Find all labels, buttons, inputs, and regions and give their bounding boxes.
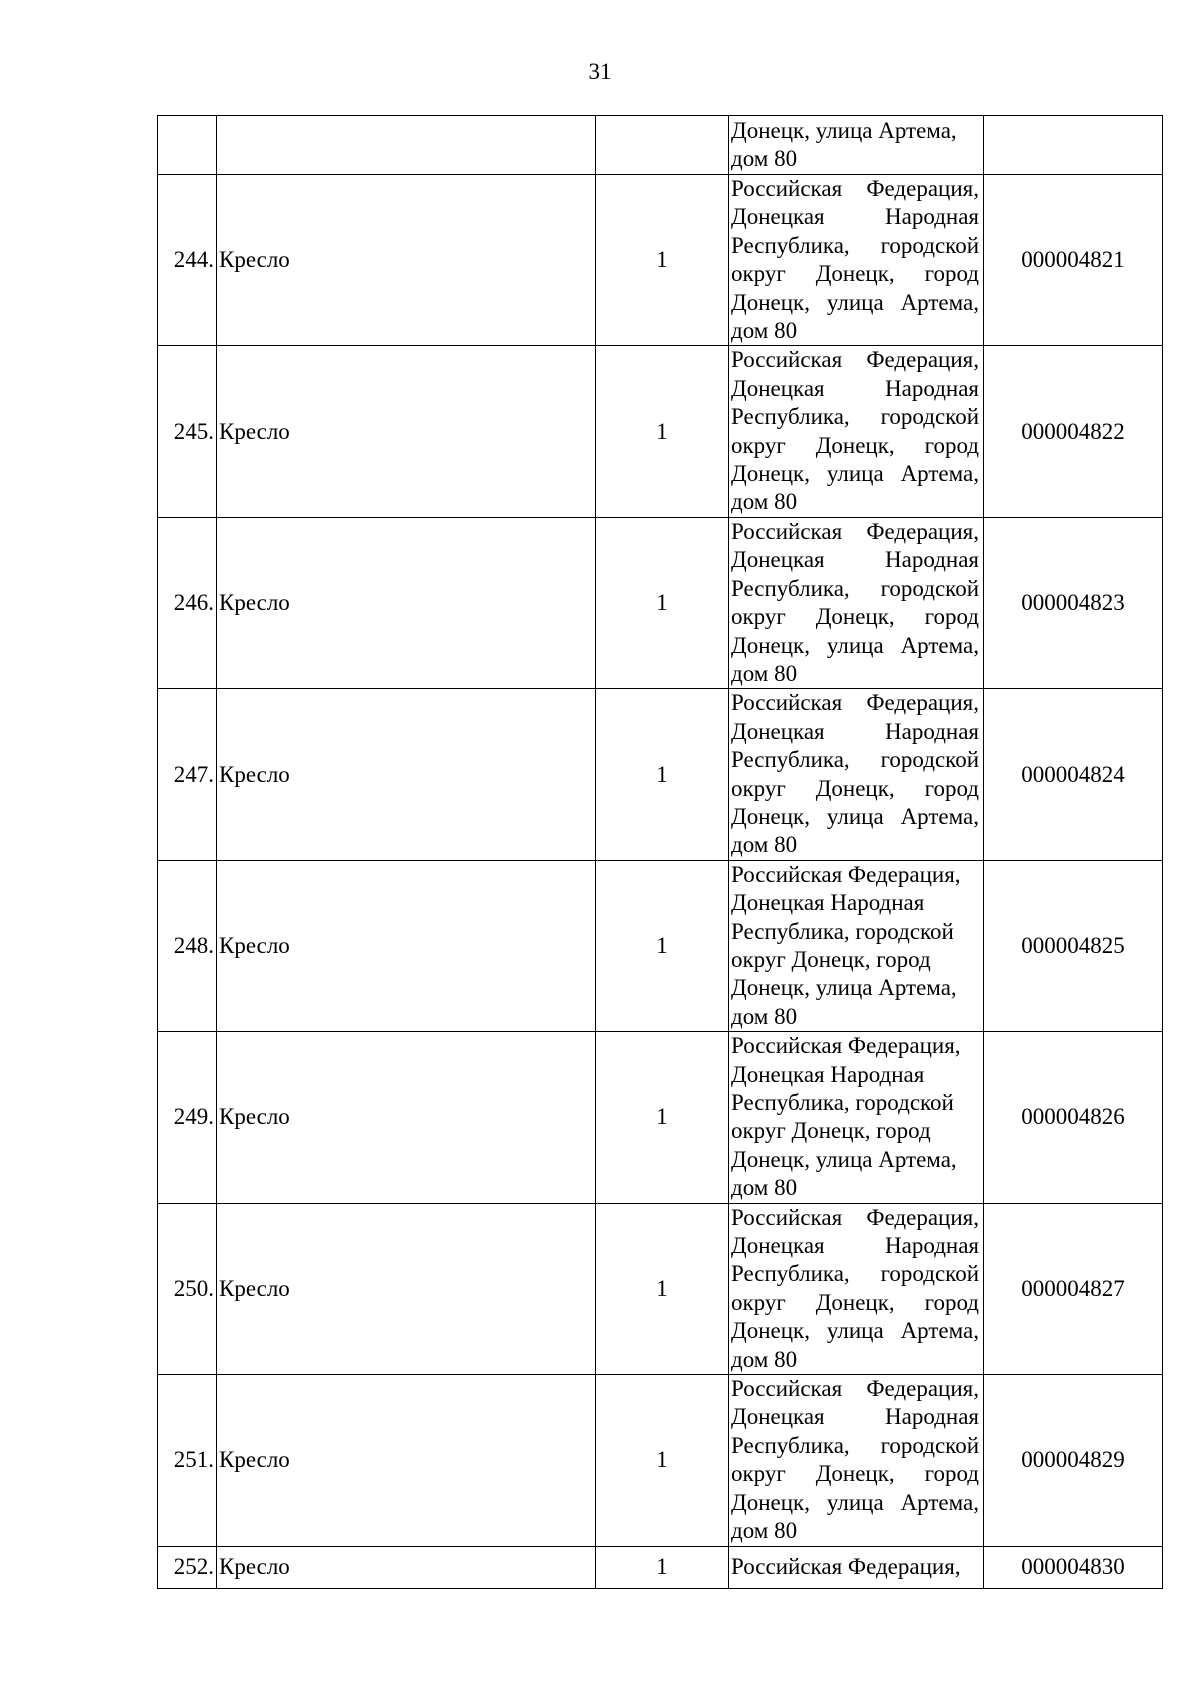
address-line: Республика, городской: [731, 404, 979, 430]
address-line: Российская Федерация,: [731, 176, 979, 201]
item-name-cell: [217, 116, 596, 175]
address-line: дом 80: [731, 318, 798, 344]
item-name-cell: Кресло: [217, 1032, 596, 1203]
item-name-cell: Кресло: [217, 1375, 596, 1546]
address-line: Российская Федерация,: [731, 518, 979, 544]
address-text: [731, 175, 979, 345]
table-row: [158, 517, 1163, 688]
address-cell: [729, 1032, 984, 1203]
quantity-cell: 1: [596, 175, 729, 346]
inventory-number-cell: 000004827: [984, 1203, 1163, 1374]
inventory-number-cell: 000004824: [984, 689, 1163, 860]
address-line: Российская Федерация,: [731, 1376, 979, 1402]
address-line: округ Донецк, город: [731, 1461, 979, 1487]
address-line: Донецк, улица Артема,: [731, 975, 957, 1001]
quantity-cell: 1: [596, 346, 729, 517]
address-cell: [729, 1546, 984, 1588]
quantity-cell: 1: [596, 1203, 729, 1374]
address-line: Донецкая Народная: [731, 1404, 979, 1430]
inventory-table: [157, 115, 1163, 1589]
address-text: [731, 1375, 979, 1545]
row-number-cell: 245.: [158, 346, 217, 517]
address-text: [731, 346, 979, 516]
table-row: [158, 1375, 1163, 1546]
table-row: [158, 1546, 1163, 1588]
row-number-cell: 249.: [158, 1032, 217, 1203]
address-line: Республика, городской: [731, 1090, 954, 1115]
address-line: Донецкая Народная: [731, 1233, 979, 1259]
inventory-number-cell: [984, 116, 1163, 175]
address-line: Донецк, улица Артема,: [731, 117, 957, 143]
address-line: Российская Федерация,: [731, 1553, 961, 1579]
address-line: округ Донецк, город: [731, 604, 979, 630]
address-line: Республика, городской: [731, 918, 954, 944]
quantity-cell: 1: [596, 689, 729, 860]
address-line: Донецкая Народная: [731, 1061, 925, 1087]
quantity-cell: 1: [596, 1546, 729, 1588]
item-name-cell: Кресло: [217, 175, 596, 346]
address-line: Донецк, улица Артема,: [731, 803, 979, 829]
address-line: Республика, городской: [731, 747, 979, 773]
address-line: Донецк, улица Артема,: [731, 632, 979, 658]
inventory-number-cell: 000004822: [984, 346, 1163, 517]
address-cell: [729, 860, 984, 1031]
row-number-cell: 250.: [158, 1203, 217, 1374]
address-text: [731, 1553, 979, 1581]
address-line: округ Донецк, город: [731, 1118, 931, 1144]
table-row-continuation: [158, 116, 1163, 175]
item-name-cell: Кресло: [217, 689, 596, 860]
address-line: Донецкая Народная: [731, 547, 979, 573]
inventory-number-cell: 000004830: [984, 1546, 1163, 1588]
inventory-number-cell: 000004823: [984, 517, 1163, 688]
table-row: [158, 1032, 1163, 1203]
address-line: округ Донецк, город: [731, 775, 979, 801]
address-line: Российская Федерация,: [731, 690, 979, 716]
address-line: Республика, городской: [731, 575, 979, 601]
inventory-number-cell: 000004825: [984, 860, 1163, 1031]
row-number-cell: [158, 116, 217, 175]
quantity-cell: 1: [596, 1032, 729, 1203]
address-line: Российская Федерация,: [731, 861, 961, 887]
address-text: [731, 861, 979, 1031]
address-line: Донецк, улица Артема,: [731, 1318, 979, 1344]
address-line: дом 80: [731, 832, 798, 858]
address-line: дом 80: [731, 1175, 798, 1201]
address-cell: [729, 517, 984, 688]
address-line: Донецкая Народная: [731, 204, 979, 230]
address-line: Республика, городской: [731, 232, 979, 258]
address-text: [731, 689, 979, 859]
item-name-cell: Кресло: [217, 1546, 596, 1588]
item-name-cell: Кресло: [217, 860, 596, 1031]
address-text: [731, 1204, 979, 1374]
address-line: дом 80: [731, 489, 798, 515]
address-text: [731, 518, 979, 688]
address-cell: [729, 116, 984, 175]
address-line: округ Донецк, город: [731, 261, 979, 287]
page-number: 31: [588, 59, 612, 84]
address-line: дом 80: [731, 660, 798, 686]
address-text: [731, 117, 979, 174]
address-line: дом 80: [731, 1518, 798, 1544]
row-number-cell: 246.: [158, 517, 217, 688]
address-cell: [729, 1375, 984, 1546]
quantity-cell: 1: [596, 1375, 729, 1546]
address-line: Республика, городской: [731, 1432, 979, 1458]
table-row: [158, 346, 1163, 517]
quantity-cell: 1: [596, 860, 729, 1031]
address-line: округ Донецк, город: [731, 432, 979, 458]
address-line: Донецк, улица Артема,: [731, 1489, 979, 1515]
address-line: Донецк, улица Артема,: [731, 289, 979, 315]
address-line: округ Донецк, город: [731, 946, 931, 972]
address-line: дом 80: [731, 1346, 798, 1372]
address-cell: [729, 1203, 984, 1374]
address-line: Донецк, улица Артема,: [731, 1146, 957, 1172]
address-line: округ Донецк, город: [731, 1289, 979, 1315]
item-name-cell: Кресло: [217, 517, 596, 688]
address-cell: [729, 689, 984, 860]
quantity-cell: 1: [596, 517, 729, 688]
inventory-number-cell: 000004829: [984, 1375, 1163, 1546]
address-line: Российская Федерация,: [731, 1033, 961, 1059]
address-line: дом 80: [731, 146, 798, 171]
address-line: Республика, городской: [731, 1261, 979, 1287]
address-cell: [729, 346, 984, 517]
row-number-cell: 244.: [158, 175, 217, 346]
address-line: Донецкая Народная: [731, 890, 925, 916]
table-row: [158, 1203, 1163, 1374]
item-name-cell: Кресло: [217, 1203, 596, 1374]
row-number-cell: 251.: [158, 1375, 217, 1546]
address-line: дом 80: [731, 1003, 798, 1029]
table-row: [158, 175, 1163, 346]
address-line: Донецкая Народная: [731, 375, 979, 401]
item-name-cell: Кресло: [217, 346, 596, 517]
inventory-number-cell: 000004821: [984, 175, 1163, 346]
quantity-cell: [596, 116, 729, 175]
address-cell: [729, 175, 984, 346]
address-line: Донецкая Народная: [731, 718, 979, 744]
inventory-number-cell: 000004826: [984, 1032, 1163, 1203]
table-row: [158, 860, 1163, 1031]
row-number-cell: 252.: [158, 1546, 217, 1588]
row-number-cell: 247.: [158, 689, 217, 860]
address-line: Российская Федерация,: [731, 347, 979, 373]
row-number-cell: 248.: [158, 860, 217, 1031]
address-line: Донецк, улица Артема,: [731, 461, 979, 487]
table-row: [158, 689, 1163, 860]
address-text: [731, 1032, 979, 1202]
address-line: Российская Федерация,: [731, 1204, 979, 1230]
